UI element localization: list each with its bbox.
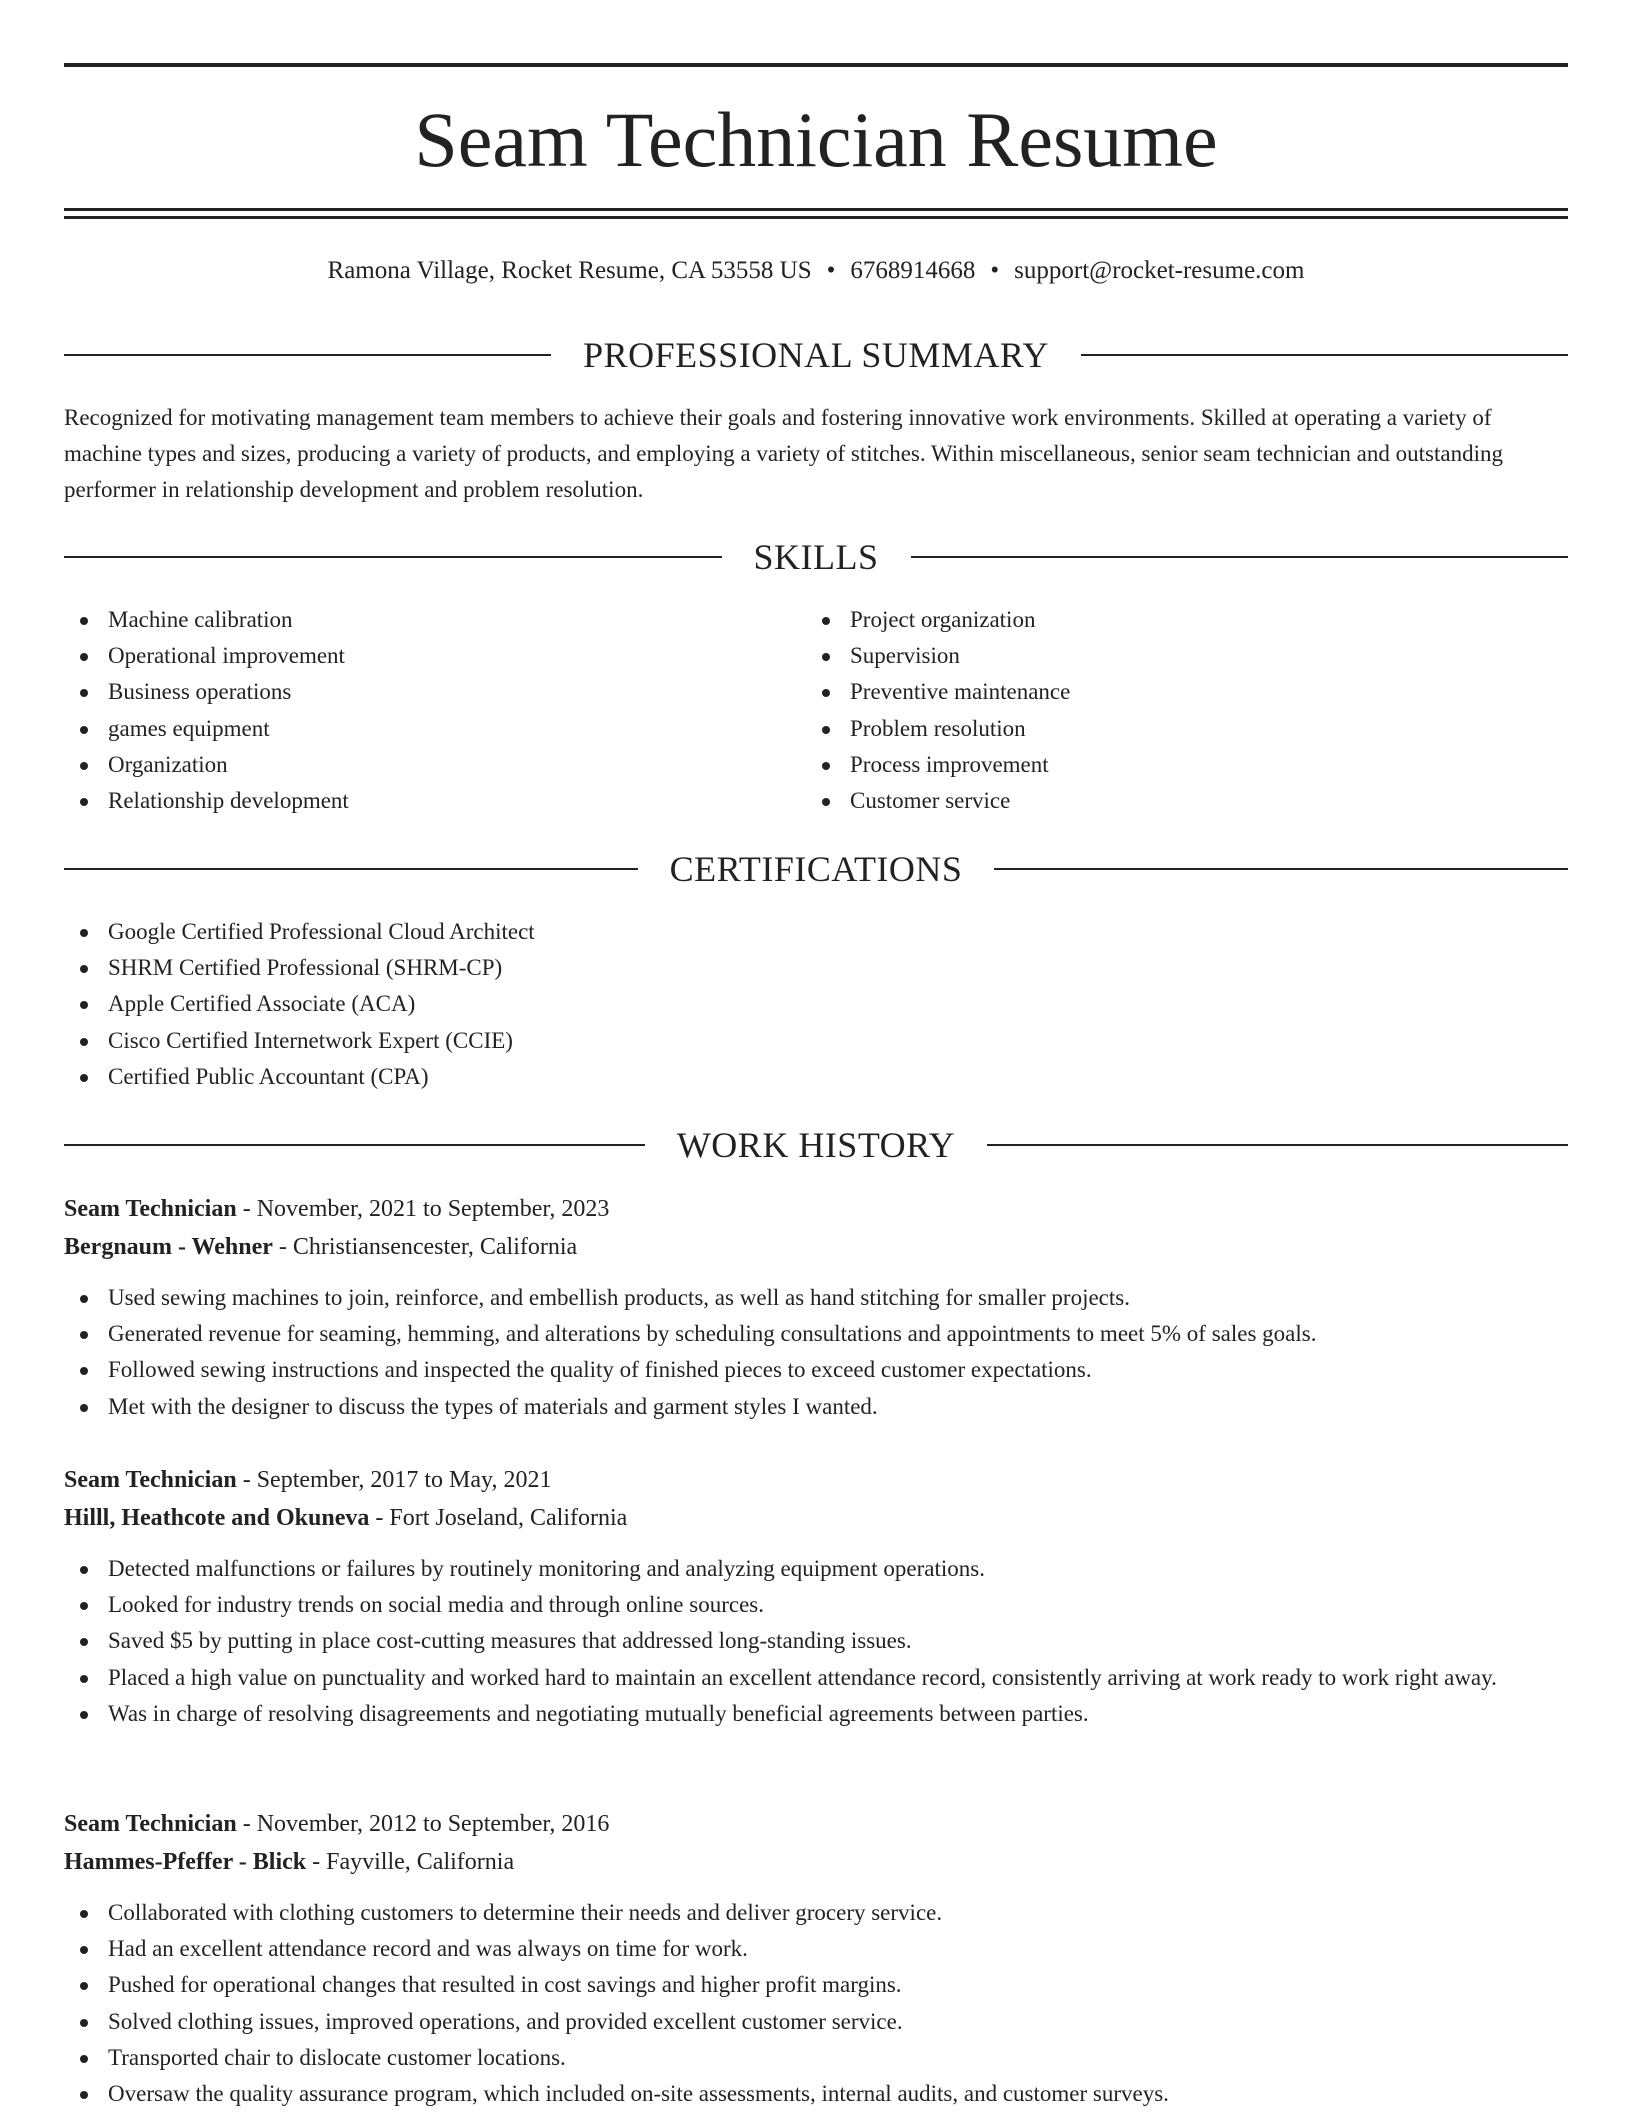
heading-rule: [1081, 354, 1568, 356]
job-company-line: [64, 1843, 1568, 1881]
job-dates: November, 2012 to September, 2016: [256, 1811, 610, 1837]
contact-address: Ramona Village, Rocket Resume, CA 53558 US: [327, 257, 812, 284]
job-bullet: Looked for industry trends on social media and through online sources.: [64, 1587, 1568, 1623]
job-entry: [64, 1461, 1568, 1732]
job-bullets: [64, 1551, 1568, 1732]
section-title: SKILLS: [753, 537, 879, 577]
job-dates: November, 2021 to September, 2023: [256, 1196, 610, 1222]
job-bullet: Transported chair to dislocate customer locations.: [64, 2040, 1568, 2076]
skill-item: Project organization: [806, 602, 1506, 638]
heading-rule: [911, 556, 1569, 558]
skill-item: Organization: [64, 747, 764, 783]
skill-item: Relationship development: [64, 783, 764, 819]
job-bullets: [64, 1280, 1568, 1425]
skill-item: games equipment: [64, 711, 764, 747]
job-title: Seam Technician: [64, 1811, 237, 1837]
skill-item: Problem resolution: [806, 711, 1506, 747]
contact-separator: •: [990, 257, 1000, 284]
section-title: WORK HISTORY: [676, 1125, 956, 1165]
dash: -: [242, 1467, 251, 1493]
section-heading-summary: [64, 332, 1568, 378]
skills-list-right: [806, 602, 1506, 819]
certification-item: Apple Certified Associate (ACA): [64, 986, 1568, 1022]
job-bullet: Collaborated with clothing customers to determine their needs and deliver grocery service.: [64, 1895, 1568, 1931]
job-bullet: Saved $5 by putting in place cost-cutting measures that addressed long-standing issues.: [64, 1623, 1568, 1659]
dash: -: [375, 1505, 384, 1531]
job-bullet: Met with the designer to discuss the types of materials and garment styles I wanted.: [64, 1389, 1568, 1425]
certification-item: Google Certified Professional Cloud Architect: [64, 914, 1568, 950]
job-bullet: Oversaw the quality assurance program, which included on-site assessments, internal audits, and customer surveys.: [64, 2076, 1568, 2112]
job-bullet: Placed a high value on punctuality and worked hard to maintain an excellent attendance record, consistently arriving at work ready to work right away.: [64, 1660, 1568, 1696]
job-location: Fort Joseland, California: [389, 1505, 628, 1531]
heading-rule: [64, 868, 638, 870]
job-bullet: Was in charge of resolving disagreements and negotiating mutually beneficial agreements between parties.: [64, 1696, 1568, 1732]
job-company: Hilll, Heathcote and Okuneva: [64, 1505, 370, 1531]
job-bullet: Followed sewing instructions and inspected the quality of finished pieces to exceed customer expectations.: [64, 1352, 1568, 1388]
job-bullet: Pushed for operational changes that resulted in cost savings and higher profit margins.: [64, 1967, 1568, 2003]
resume-title: Seam Technician Resume: [414, 96, 1218, 183]
job-bullets: [64, 1895, 1568, 2112]
job-title-line: [64, 1805, 1568, 1843]
heading-rule: [64, 1144, 645, 1146]
dash: -: [312, 1849, 321, 1875]
job-bullet: Detected malfunctions or failures by routinely monitoring and analyzing equipment operations.: [64, 1551, 1568, 1587]
dash: -: [278, 1234, 287, 1260]
dash: -: [242, 1811, 251, 1837]
job-title: Seam Technician: [64, 1467, 237, 1493]
skill-item: Customer service: [806, 783, 1506, 819]
skill-item: Machine calibration: [64, 602, 764, 638]
contact-separator: •: [826, 257, 836, 284]
contact-email[interactable]: support@rocket-resume.com: [1014, 257, 1305, 284]
contact-phone[interactable]: 6768914668: [850, 257, 976, 284]
job-location: Christiansencester, California: [292, 1234, 578, 1260]
contact-line: [64, 254, 1568, 288]
heading-rule: [64, 354, 551, 356]
section-heading-skills: [64, 534, 1568, 580]
certifications-list: [64, 914, 1568, 1095]
job-dates: September, 2017 to May, 2021: [256, 1467, 552, 1493]
skill-item: Supervision: [806, 638, 1506, 674]
section-title: CERTIFICATIONS: [669, 849, 963, 889]
job-bullet: Had an excellent attendance record and was always on time for work.: [64, 1931, 1568, 1967]
heading-rule: [987, 1144, 1568, 1146]
skill-item: Operational improvement: [64, 638, 764, 674]
heading-rule: [994, 868, 1568, 870]
skill-item: Business operations: [64, 674, 764, 710]
job-company-line: [64, 1228, 1568, 1266]
summary-paragraph: Recognized for motivating management team members to achieve their goals and fostering innovative work environments. Skilled at operating a variety of machine types and sizes, producing a variety of products, and employing a variety of stitches. Within miscellaneous, senior seam technician and outstanding performer in relationship development and problem resolution.: [64, 405, 1503, 502]
job-location: Fayville, California: [326, 1849, 515, 1875]
job-bullet: Generated revenue for seaming, hemming, and alterations by scheduling consultations and appointments to meet 5% of sales goals.: [64, 1316, 1568, 1352]
job-entry: [64, 1190, 1568, 1425]
certification-item: Certified Public Accountant (CPA): [64, 1059, 1568, 1095]
title-double-rule: [64, 208, 1568, 219]
job-bullet: Solved clothing issues, improved operations, and provided excellent customer service.: [64, 2004, 1568, 2040]
certification-item: Cisco Certified Internetwork Expert (CCIE): [64, 1023, 1568, 1059]
skill-item: Process improvement: [806, 747, 1506, 783]
job-bullet: Used sewing machines to join, reinforce, and embellish products, as well as hand stitching for smaller projects.: [64, 1280, 1568, 1316]
job-company-line: [64, 1499, 1568, 1537]
skill-item: Preventive maintenance: [806, 674, 1506, 710]
heading-rule: [64, 556, 722, 558]
section-heading-work-history: [64, 1122, 1568, 1168]
skills-list-left: [64, 602, 764, 819]
dash: -: [242, 1196, 251, 1222]
job-company: Hammes-Pfeffer - Blick: [64, 1849, 307, 1875]
top-rule: [64, 63, 1568, 67]
section-title: PROFESSIONAL SUMMARY: [583, 335, 1049, 375]
job-title-line: [64, 1190, 1568, 1228]
section-heading-certifications: [64, 846, 1568, 892]
job-company: Bergnaum - Wehner: [64, 1234, 273, 1260]
job-title-line: [64, 1461, 1568, 1499]
job-entry: [64, 1805, 1568, 2112]
job-title: Seam Technician: [64, 1196, 237, 1222]
certification-item: SHRM Certified Professional (SHRM-CP): [64, 950, 1568, 986]
